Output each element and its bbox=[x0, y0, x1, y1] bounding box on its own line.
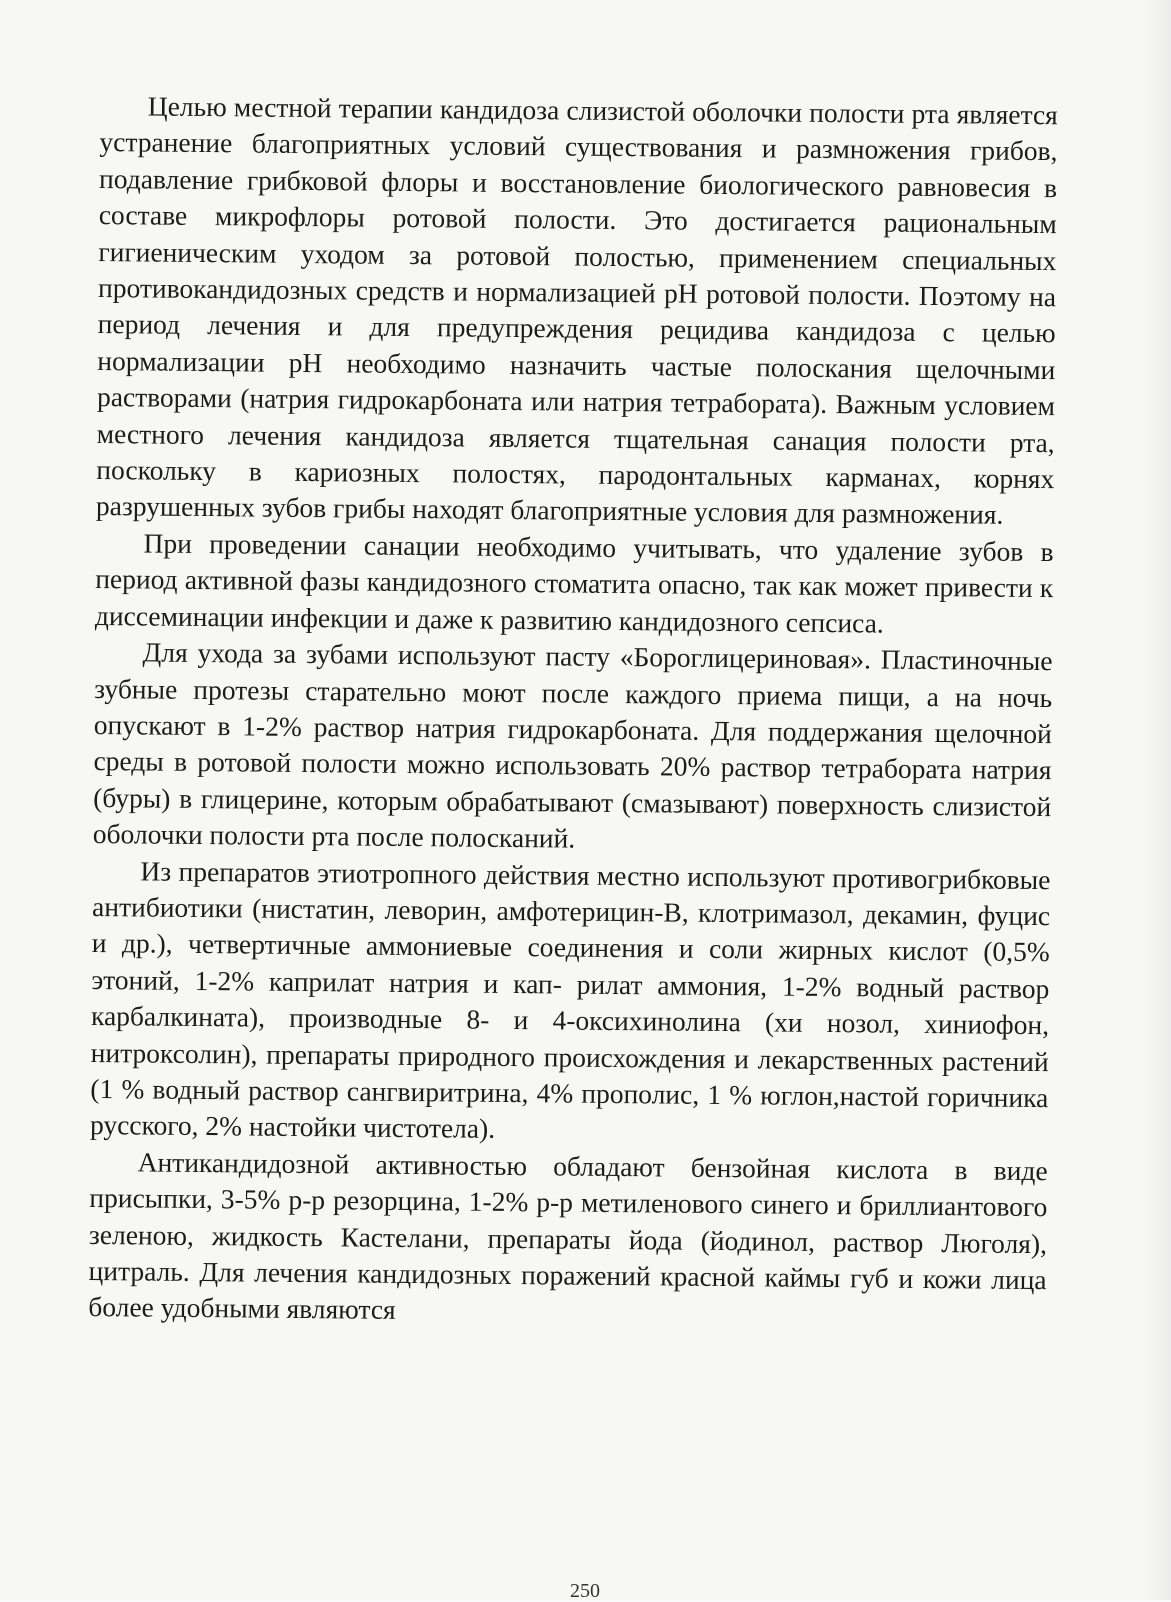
paragraph-etiotropic-drugs: Из препаратов этиотропного действия местно используют противогрибковые антибиотики (нистатин, леворин, амфотерицин-В, клотримазол, декамин, фуцис и др.), четвертичные аммониевые соединения и соли жирных кислот (0,5% этоний, 1-2% каприлат натрия и кап- рилат аммония, 1-2% водный раствор карбалкината), производные 8- и 4-оксихинолина (хи нозол, хиниофон, нитроксолин), препараты природного происхождения и лекарственных растений (1 % водный раствор сангвиритрина, 4% прополис, 1 % юглон,настой горичника русского, 2% настойки чистотела). bbox=[89, 854, 1051, 1145]
paragraph-local-therapy-goal: Целью местной терапии кандидоза слизистой оболочки полости рта является устранение благоприятных условий существования и размножения грибов, подавление грибковой флоры и восстановление биологического равновесия в составе микрофлоры ротовой полости. Это достигается рациональным гигиеническим уходом за ротовой полостью, применением специальных противокандидозных средств и нормализацией pH ротовой полости. Поэтому на период лечения и для предупреждения рецидива кандидоза с целью нормализации pH необходимо назначить частые полоскания щелочными растворами (натрия гидрокарбоната или натрия тетрабората). Важным условием местного лечения кандидоза является тщательная санация полости рта, поскольку в кариозных полостях, пародонтальных карманах, корнях разрушенных зубов грибы находят благоприятные условия для размножения. bbox=[95, 90, 1058, 531]
page-edge-shadow bbox=[1143, 0, 1171, 1600]
paragraph-sanitation-warning: При проведении санации необходимо учитывать, что удаление зубов в период активной фазы кандидозного стоматита опасно, так как может привести к диссеминации инфекции и даже к развитию кандидозного сепсиса. bbox=[94, 527, 1054, 639]
page-number: 250 bbox=[570, 1580, 600, 1602]
paragraph-anticandida-activity: Антикандидозной активностью обладают бензойная кислота в виде присыпки, 3-5% р-р резорцина, 1-2% р-р метиленового синего и бриллиантового зеленою, жидкость Кастелани, препараты йода (йодинол, раствор Люголя), цитраль. Для лечения кандидозных поражений красной каймы губ и кожи лица более удобными являются bbox=[88, 1146, 1048, 1326]
body-text bbox=[88, 88, 1058, 1335]
paragraph-dental-care: Для ухода за зубами используют пасту «Бороглицериновая». Пластиночные зубные протезы старательно моют после каждого приема пищи, а на ночь опускают в 1-2% раствор натрия гидрокарбоната. Для поддержания щелочной среды в ротовой полости можно использовать 20% раствор тетрабората натрия (буры) в глицерине, которым обрабатывают (смазывают) поверхность слизистой оболочки полости рта после полосканий. bbox=[92, 636, 1053, 854]
